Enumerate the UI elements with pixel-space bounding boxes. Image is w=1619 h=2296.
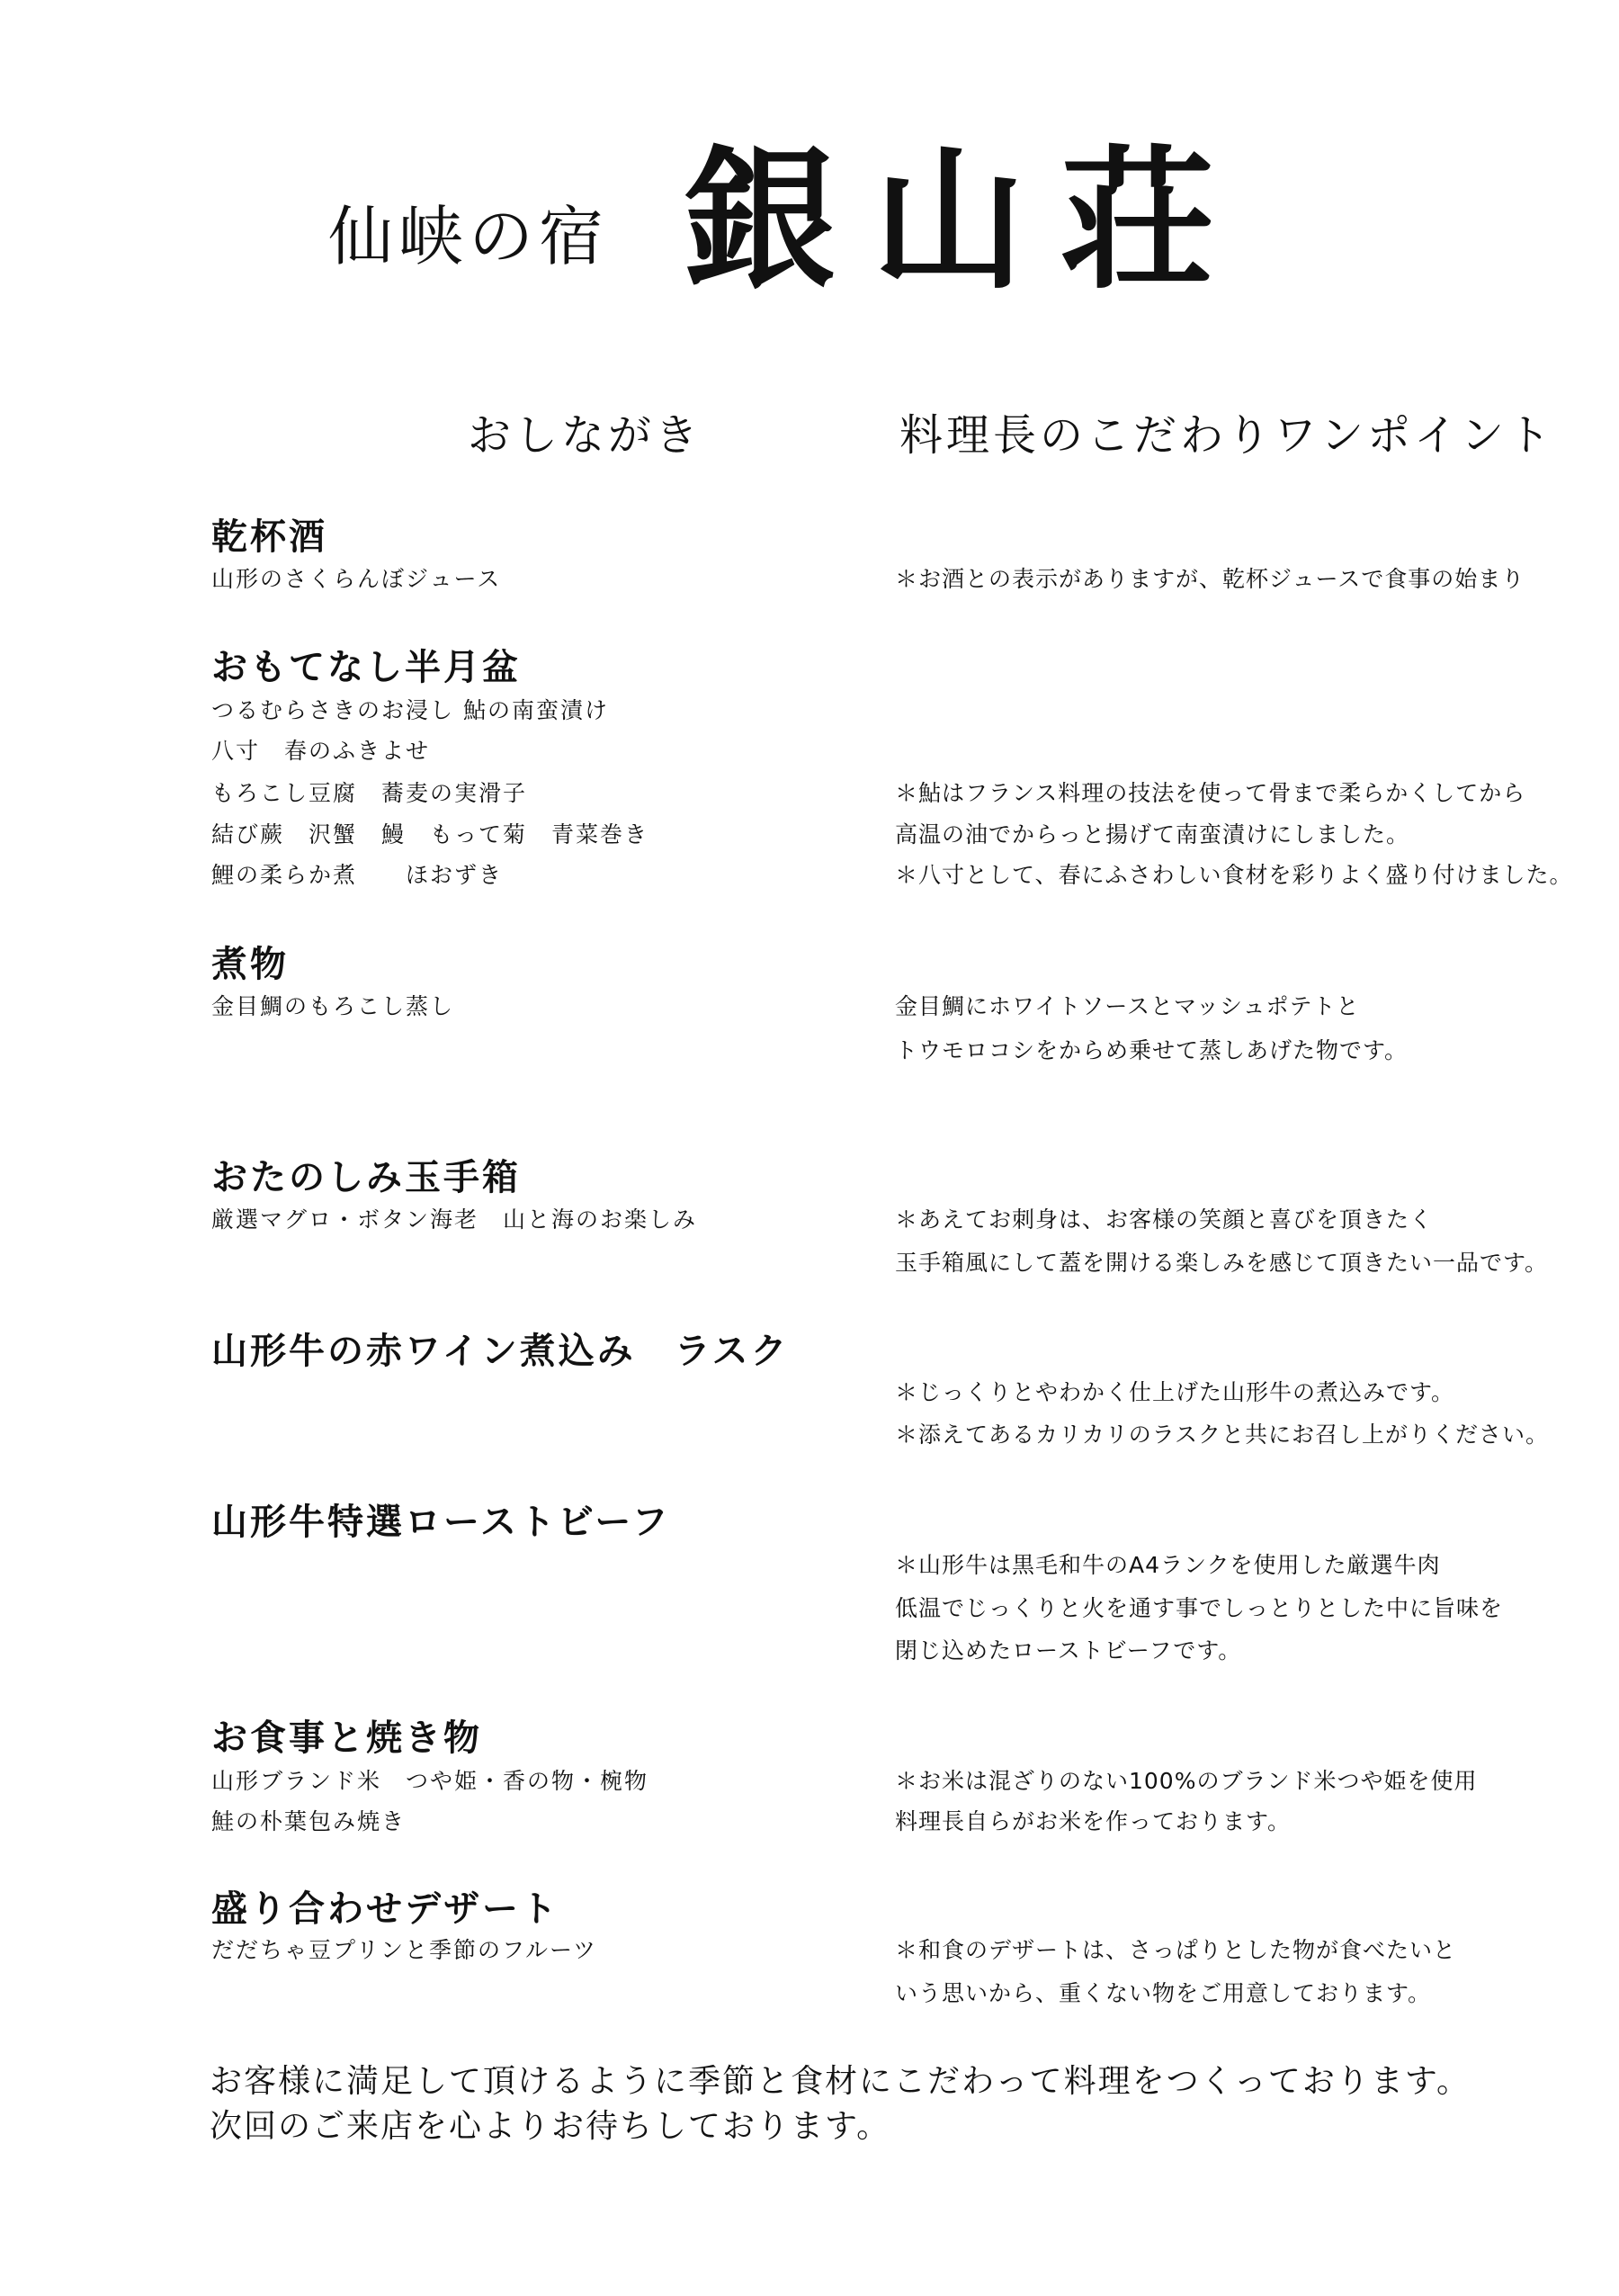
- course-item: 金目鯛のもろこし蒸し: [211, 993, 455, 1019]
- chef-note: ＊添えてあるカリカリのラスクと共にお召し上がりください。: [895, 1422, 1550, 1448]
- course-item: 鮭の朴葉包み焼き: [211, 1808, 407, 1834]
- chef-note: ＊和食のデザートは、さっぱりとした物が食べたいと: [895, 1937, 1457, 1963]
- chef-note: 閉じ込めたローストビーフです。: [895, 1637, 1242, 1664]
- chef-note: ＊山形牛は黒毛和牛のA4ランクを使用した厳選牛肉: [895, 1552, 1441, 1578]
- chef-note: ＊お酒との表示がありますが、乾杯ジュースで食事の始まり: [895, 566, 1525, 592]
- course-title: 煮物: [211, 944, 289, 985]
- chef-note: 玉手箱風にして蓋を開ける楽しみを感じて頂きたい一品です。: [895, 1250, 1549, 1276]
- chef-note: ＊八寸として、春にふさわしい食材を彩りよく盛り付けました。: [895, 862, 1573, 888]
- course-item: 山形ブランド米 つや姫・香の物・椀物: [211, 1768, 649, 1794]
- inn-subtitle: 仙峡の宿: [328, 199, 610, 274]
- course-item: 八寸 春のふきよせ: [211, 738, 431, 764]
- closing-message: お客様に満足して頂けるように季節と食材にこだわって料理をつくっております。: [210, 2063, 1471, 2100]
- course-item: 鯉の柔らか煮 ほおずき: [211, 862, 504, 888]
- course-title: 山形牛特選ローストビーフ: [211, 1502, 671, 1543]
- chef-note: ＊鮎はフランス料理の技法を使って骨まで柔らかくしてから: [895, 780, 1526, 806]
- course-item: つるむらさきのお浸し 鮎の南蛮漬け: [211, 697, 609, 723]
- chef-note: トウモロコシをからめ乗せて蒸しあげた物です。: [895, 1037, 1409, 1063]
- course-item: だだちゃ豆プリンと季節のフルーツ: [211, 1937, 598, 1963]
- course-item: 厳選マグロ・ボタン海老 山と海のお楽しみ: [211, 1206, 698, 1233]
- course-title: 乾杯酒: [211, 516, 327, 558]
- course-title: おもてなし半月盆: [211, 647, 521, 688]
- course-item: 山形のさくらんぼジュース: [211, 566, 502, 592]
- chef-note: 金目鯛にホワイトソースとマッシュポテトと: [895, 993, 1360, 1019]
- course-title: お食事と焼き物: [211, 1718, 482, 1759]
- chef-notes-column-heading: 料理長のこだわりワンポイント: [899, 410, 1555, 461]
- chef-note: ＊あえてお刺身は、お客様の笑顔と喜びを頂きたく: [895, 1206, 1434, 1233]
- course-title: おたのしみ玉手箱: [211, 1157, 521, 1198]
- chef-note: 高温の油でからっと揚げて南蛮漬けにしました。: [895, 821, 1410, 848]
- chef-note: いう思いから、重くない物をご用意しております。: [895, 1980, 1432, 2006]
- chef-note: 低温でじっくりと火を通す事でしっとりとした中に旨味を: [895, 1595, 1504, 1621]
- course-item: もろこし豆腐 蕎麦の実滑子: [211, 780, 528, 806]
- inn-name-logo: 銀山荘: [684, 130, 1251, 310]
- course-title: 山形牛の赤ワイン煮込み ラスク: [211, 1331, 790, 1372]
- course-title: 盛り合わせデザート: [211, 1888, 559, 1930]
- menu-column-heading: おしながき: [468, 410, 702, 461]
- course-item: 結び蕨 沢蟹 鰻 もって菊 青菜巻き: [211, 821, 649, 848]
- chef-note: ＊お米は混ざりのない100%のブランド米つや姫を使用: [895, 1768, 1478, 1794]
- closing-message: 次回のご来店を心よりお待ちしております。: [210, 2108, 891, 2145]
- chef-note: 料理長自らがお米を作っております。: [895, 1808, 1292, 1834]
- chef-note: ＊じっくりとやわかく仕上げた山形牛の煮込みです。: [895, 1379, 1455, 1405]
